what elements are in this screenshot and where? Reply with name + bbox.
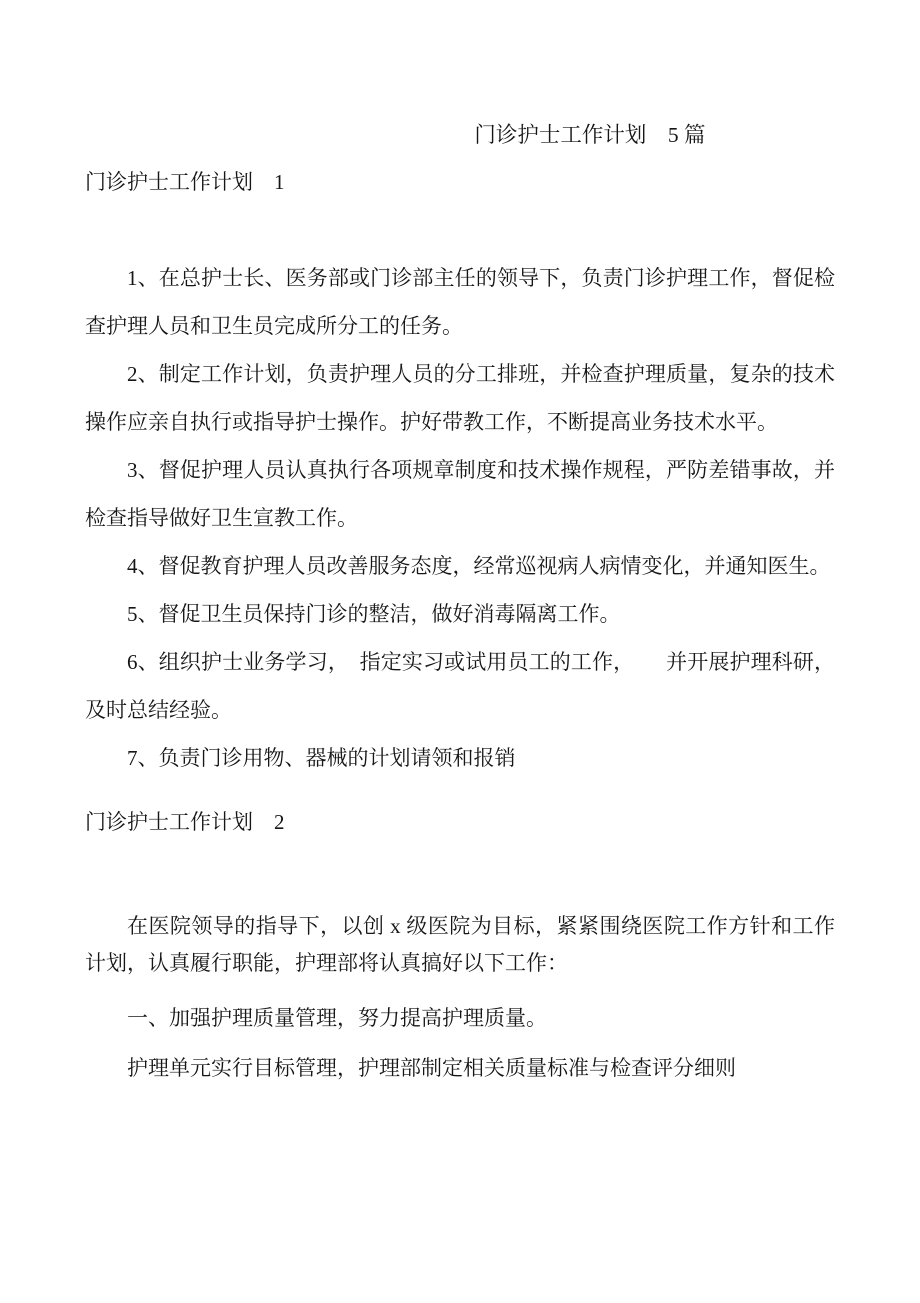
section-2-paragraph-3: 护理单元实行目标管理，护理部制定相关质量标准与检查评分细则 — [127, 1056, 736, 1080]
section-1-paragraph-4: 4、督促教育护理人员改善服务态度，经常巡视病人病情变化，并通知医生。 — [127, 554, 831, 578]
section-1-paragraph-3: 3、督促护理人员认真执行各项规章制度和技术操作规程，严防差错事故，并检查指导做好卫生宣教工作。 — [85, 458, 835, 530]
section-1-paragraph-1: 1、在总护士长、医务部或门诊部主任的领导下，负责门诊护理工作，督促检查护理人员和卫生员完成所分工的任务。 — [85, 266, 835, 338]
section-1-paragraph-7: 7、负责门诊用物、器械的计划请领和报销 — [127, 746, 516, 770]
section-1-paragraph-2: 2、制定工作计划，负责护理人员的分工排班，并检查护理质量，复杂的技术操作应亲自执行或指导护士操作。护好带教工作，不断提高业务技术水平。 — [85, 362, 835, 434]
section-2-paragraph-2: 一、加强护理质量管理，努力提高护理质量。 — [127, 1006, 547, 1030]
section-1-heading: 门诊护士工作计划 1 — [85, 170, 285, 194]
section-2-heading: 门诊护士工作计划 2 — [85, 810, 285, 834]
section-1-paragraph-5: 5、督促卫生员保持门诊的整洁，做好消毒隔离工作。 — [127, 602, 621, 626]
section-2-paragraph-1: 在医院领导的指导下，以创 x 级医院为目标，紧紧围绕医院工作方针和工作计划，认真履行职能，护理部将认真搞好以下工作： — [85, 914, 835, 975]
document-title: 门诊护士工作计划 5 篇 — [474, 123, 706, 147]
section-1-paragraph-6: 6、组织护士业务学习， 指定实习或试用员工的工作， 并开展护理科研，及时总结经验。 — [85, 650, 835, 722]
